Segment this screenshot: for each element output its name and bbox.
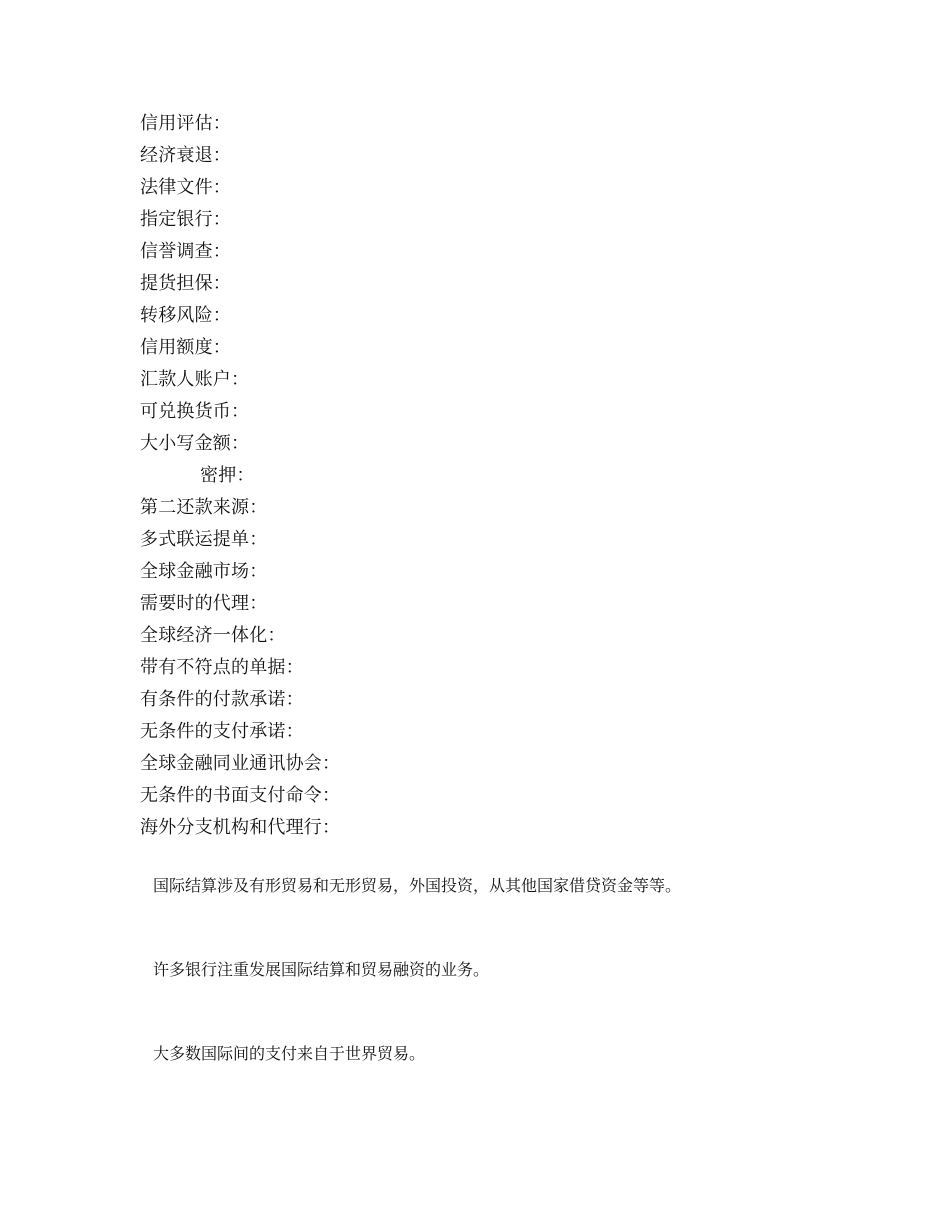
- term-item: 多式联运提单：: [140, 529, 268, 550]
- term-item: 信用额度：: [140, 337, 231, 358]
- sentence: 大多数国际间的支付来自于世界贸易。: [153, 1044, 426, 1063]
- term-list: [140, 110, 340, 846]
- term-item: 提货担保：: [140, 273, 231, 294]
- term-item: 全球金融同业通讯协会：: [140, 753, 341, 774]
- term-item: 可兑换货币：: [140, 401, 250, 422]
- sentence: 国际结算涉及有形贸易和无形贸易，外国投资，从其他国家借贷资金等等。: [153, 876, 682, 895]
- term-item: 需要时的代理：: [140, 593, 268, 614]
- term-item: 无条件的支付承诺：: [140, 721, 304, 742]
- term-item: 法律文件：: [140, 177, 231, 198]
- term-item: 经济衰退：: [140, 145, 231, 166]
- term-item: 全球金融市场：: [140, 561, 268, 582]
- term-item: 汇款人账户：: [140, 369, 250, 390]
- term-item: 第二还款来源：: [140, 497, 268, 518]
- sentence: 许多银行注重发展国际结算和贸易融资的业务。: [153, 960, 490, 979]
- term-item: 信用评估：: [140, 113, 231, 134]
- term-item: 信誉调查：: [140, 241, 231, 262]
- sentence-list: [153, 874, 681, 1126]
- term-item: 海外分支机构和代理行：: [140, 817, 341, 838]
- term-item: 有条件的付款承诺：: [140, 689, 304, 710]
- term-item: 转移风险：: [140, 305, 231, 326]
- term-item: 大小写金额：: [140, 433, 250, 454]
- term-item: 密押：: [200, 465, 255, 486]
- term-item: 全球经济一体化：: [140, 625, 286, 646]
- term-item: 带有不符点的单据：: [140, 657, 304, 678]
- term-item: 指定银行：: [140, 209, 231, 230]
- term-item: 无条件的书面支付命令：: [140, 785, 341, 806]
